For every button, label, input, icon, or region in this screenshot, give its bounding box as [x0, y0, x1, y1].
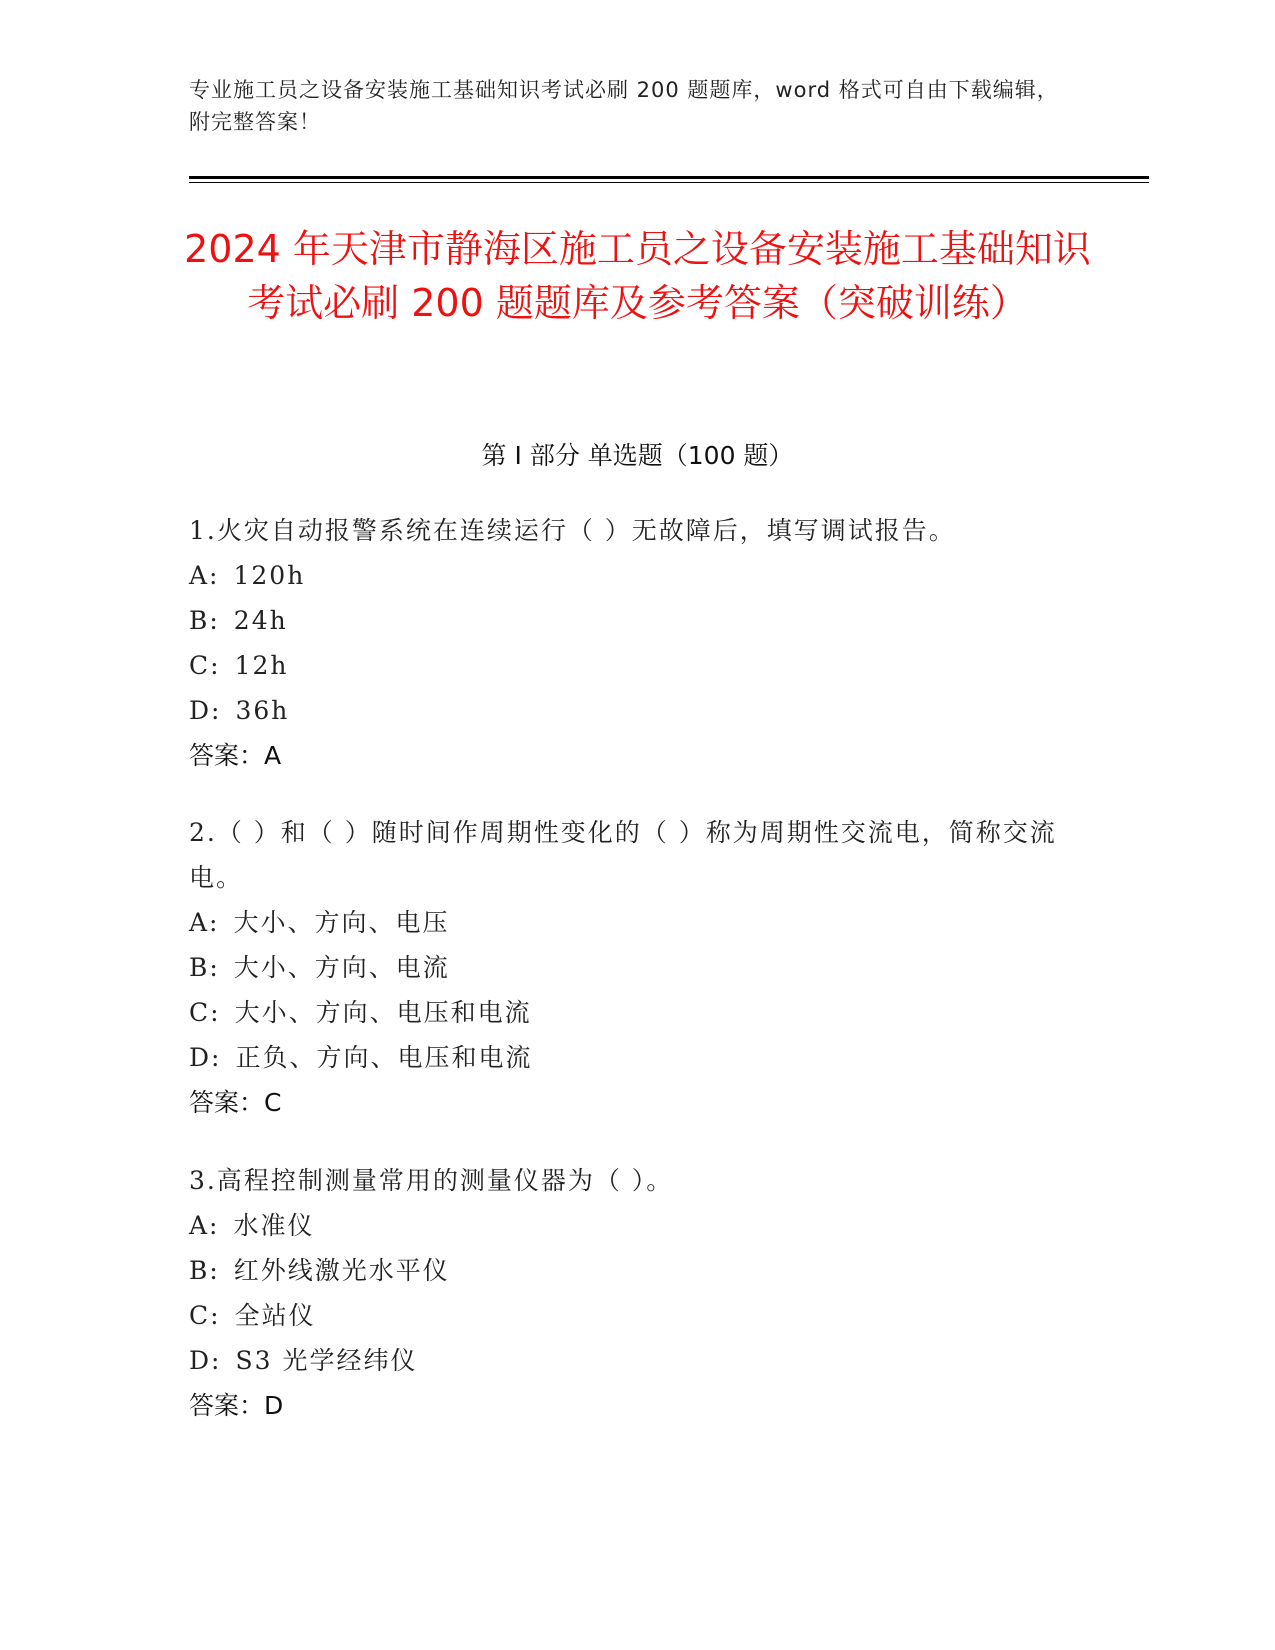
option-letter: A:: [189, 908, 220, 937]
option-a: [189, 553, 1089, 598]
question-stem: 1.火灾自动报警系统在连续运行（ ）无故障后，填写调试报告。: [189, 516, 956, 545]
option-c: [189, 990, 1089, 1035]
answer-line: 答案：C: [189, 1088, 282, 1117]
header-note: 专业施工员之设备安装施工基础知识考试必刷 200 题题库，word 格式可自由下载编辑，附完整答案！: [189, 78, 1059, 134]
question-3: [189, 1158, 1089, 1428]
document-title: 2024 年天津市静海区施工员之设备安装施工基础知识考试必刷 200 题题库及参考答案（突破训练）: [184, 227, 1091, 325]
option-text: 36h: [235, 696, 290, 725]
option-text: S3 光学经纬仪: [235, 1346, 418, 1375]
option-letter: C:: [189, 651, 221, 680]
option-d: [189, 1035, 1089, 1080]
question-stem: 2.（ ）和（ ）随时间作周期性变化的（ ）称为周期性交流电，简称交流电。: [189, 818, 1057, 892]
option-a: [189, 900, 1089, 945]
answer-line: 答案：D: [189, 1391, 284, 1420]
question-stem: 3.高程控制测量常用的测量仪器为（ ）。: [189, 1166, 674, 1195]
option-letter: A:: [189, 561, 220, 590]
header-divider-thick: [189, 176, 1149, 179]
option-text: 大小、方向、电流: [233, 953, 450, 982]
option-text: 24h: [233, 606, 288, 635]
option-letter: D:: [189, 1043, 222, 1072]
option-letter: D:: [189, 1346, 222, 1375]
option-letter: B:: [189, 606, 220, 635]
option-text: 大小、方向、电压和电流: [234, 998, 532, 1027]
option-letter: A:: [189, 1211, 220, 1240]
option-c: [189, 643, 1089, 688]
section-heading: 第 I 部分 单选题（100 题）: [481, 441, 794, 470]
option-text: 大小、方向、电压: [233, 908, 450, 937]
header-divider-thin: [189, 182, 1149, 183]
option-d: [189, 688, 1089, 733]
option-b: [189, 598, 1089, 643]
option-text: 红外线激光水平仪: [233, 1256, 450, 1285]
option-letter: C:: [189, 998, 221, 1027]
option-text: 12h: [234, 651, 289, 680]
question-2: [189, 810, 1089, 1125]
option-text: 水准仪: [233, 1211, 315, 1240]
option-letter: C:: [189, 1301, 221, 1330]
question-1: [189, 508, 1089, 778]
option-b: [189, 945, 1089, 990]
option-c: [189, 1293, 1089, 1338]
option-text: 全站仪: [234, 1301, 316, 1330]
option-text: 正负、方向、电压和电流: [235, 1043, 533, 1072]
option-b: [189, 1248, 1089, 1293]
option-text: 120h: [233, 561, 306, 590]
option-letter: B:: [189, 953, 220, 982]
answer-line: 答案：A: [189, 741, 282, 770]
option-d: [189, 1338, 1089, 1383]
option-letter: D:: [189, 696, 222, 725]
option-a: [189, 1203, 1089, 1248]
option-letter: B:: [189, 1256, 220, 1285]
